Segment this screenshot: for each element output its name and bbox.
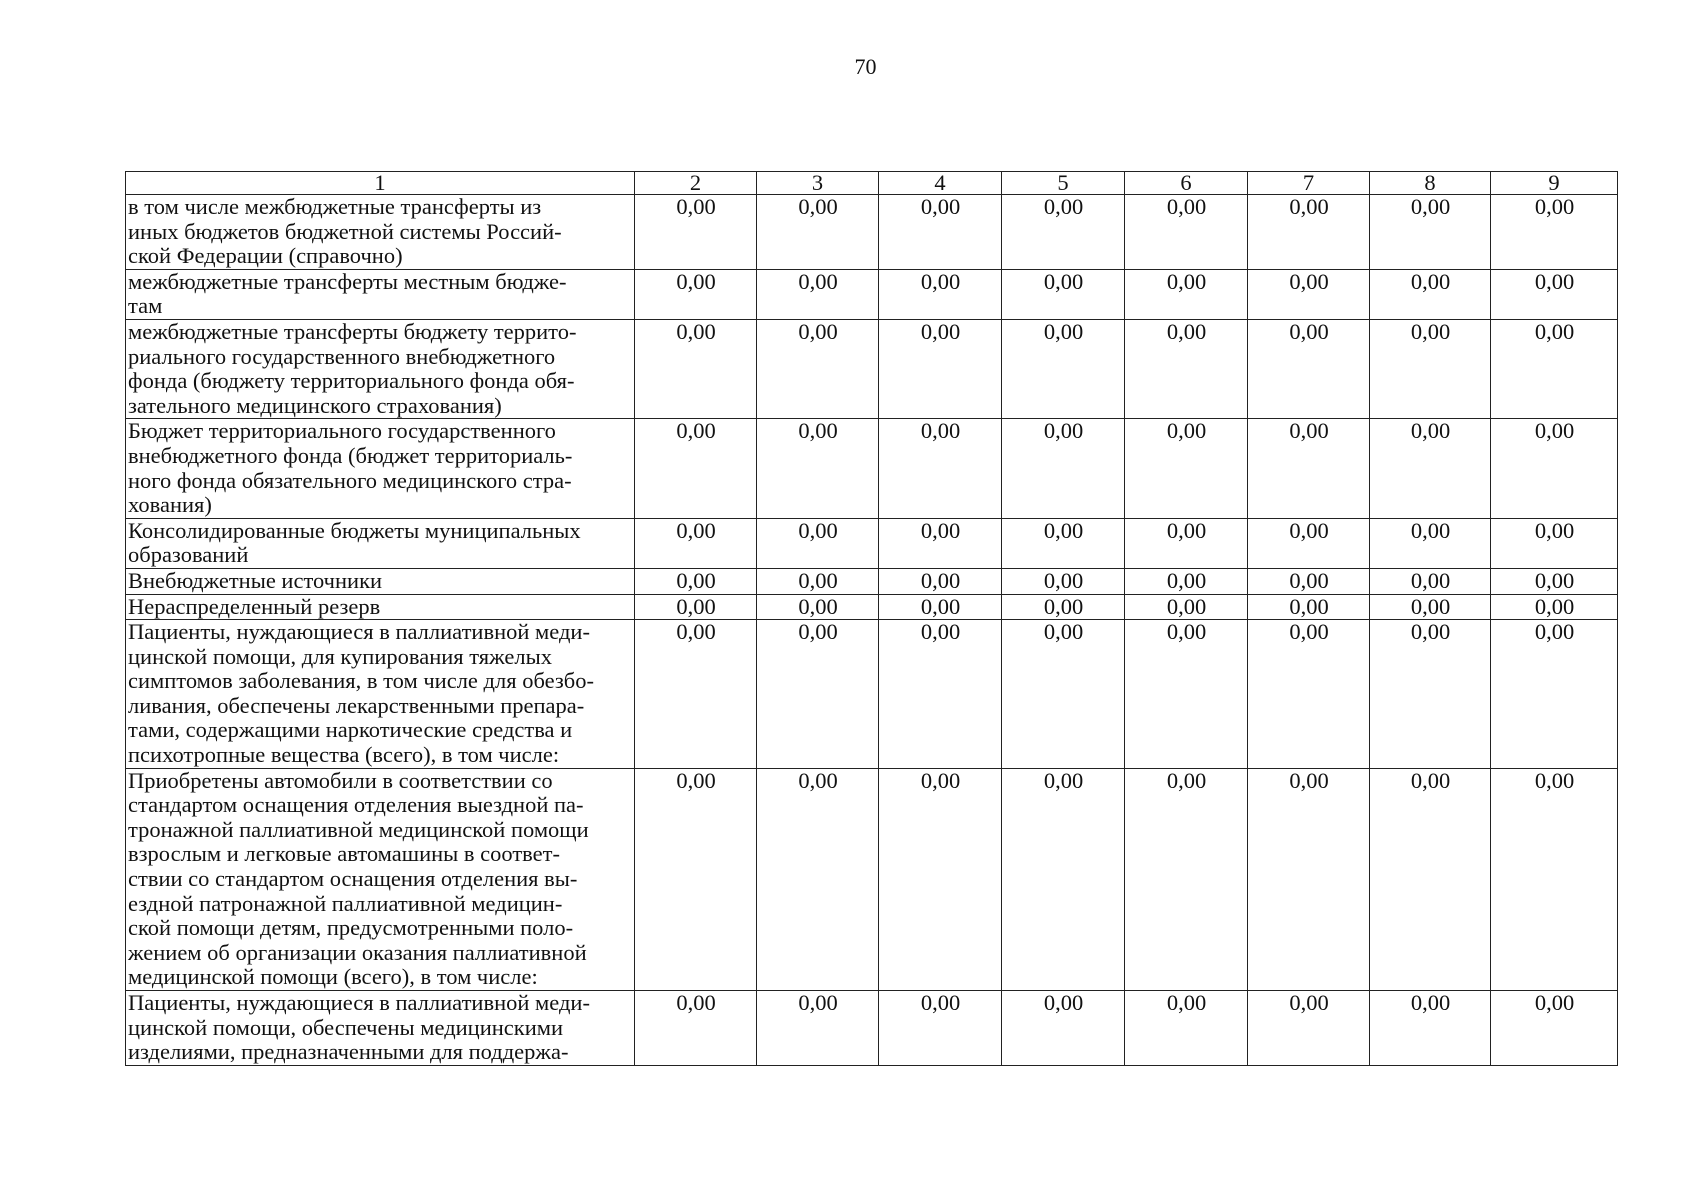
row-label-line: тронажной паллиативной медицинской помощи <box>128 816 589 842</box>
column-number-header: 8 <box>1370 172 1491 195</box>
row-label <box>126 568 635 594</box>
value-cell: 0,00 <box>1002 594 1125 620</box>
value-cell: 0,00 <box>1125 768 1248 990</box>
value-cell: 0,00 <box>1002 620 1125 769</box>
value-cell: 0,00 <box>1491 195 1618 270</box>
value-cell: 0,00 <box>1002 568 1125 594</box>
row-label-line: Внебюджетные источники <box>128 568 383 593</box>
value-cell: 0,00 <box>1125 319 1248 418</box>
value-cell: 0,00 <box>1002 768 1125 990</box>
value-cell: 0,00 <box>757 419 879 518</box>
value-cell: 0,00 <box>1248 620 1370 769</box>
row-label-line: ской помощи детям, предусмотренными поло- <box>128 915 574 941</box>
column-number-header: 3 <box>757 172 879 195</box>
value-cell: 0,00 <box>1125 269 1248 319</box>
row-label-line: жением об организации оказания паллиативной <box>128 939 587 965</box>
value-cell: 0,00 <box>1491 319 1618 418</box>
value-cell: 0,00 <box>1491 620 1618 769</box>
value-cell: 0,00 <box>1002 269 1125 319</box>
value-cell: 0,00 <box>635 768 757 990</box>
value-cell: 0,00 <box>1248 991 1370 1066</box>
value-cell: 0,00 <box>1248 768 1370 990</box>
value-cell: 0,00 <box>1002 319 1125 418</box>
column-number-header: 6 <box>1125 172 1248 195</box>
row-label <box>126 620 635 769</box>
value-cell: 0,00 <box>1125 518 1248 568</box>
column-number-header: 4 <box>879 172 1002 195</box>
value-cell: 0,00 <box>757 269 879 319</box>
row-label-line: ездной патронажной паллиативной медицин- <box>128 890 563 916</box>
row-label-line: Нераспределенный резерв <box>128 594 381 619</box>
value-cell: 0,00 <box>879 568 1002 594</box>
row-label-line: межбюджетные трансферты бюджету террито- <box>128 319 577 344</box>
row-label <box>126 518 635 568</box>
row-label-line: хования) <box>128 492 212 518</box>
table-row <box>126 768 1618 990</box>
value-cell: 0,00 <box>635 594 757 620</box>
header-row <box>126 172 1618 195</box>
value-cell: 0,00 <box>1491 269 1618 319</box>
row-label-line: ливания, обеспечены лекарственными препара- <box>128 692 585 718</box>
column-number-header: 1 <box>126 172 635 195</box>
value-cell: 0,00 <box>879 620 1002 769</box>
table-row <box>126 620 1618 769</box>
row-label <box>126 269 635 319</box>
value-cell: 0,00 <box>1125 991 1248 1066</box>
value-cell: 0,00 <box>1125 594 1248 620</box>
value-cell: 0,00 <box>757 620 879 769</box>
row-label-line: Пациенты, нуждающиеся в паллиативной меди- <box>128 619 590 645</box>
value-cell: 0,00 <box>757 518 879 568</box>
row-label-line: изделиями, предназначенными для поддержа- <box>128 1039 569 1065</box>
value-cell: 0,00 <box>879 518 1002 568</box>
value-cell: 0,00 <box>1248 594 1370 620</box>
value-cell: 0,00 <box>757 594 879 620</box>
column-number-header: 2 <box>635 172 757 195</box>
value-cell: 0,00 <box>1248 195 1370 270</box>
table-row <box>126 269 1618 319</box>
value-cell: 0,00 <box>635 419 757 518</box>
value-cell: 0,00 <box>635 319 757 418</box>
value-cell: 0,00 <box>1248 518 1370 568</box>
row-label-line: там <box>128 293 163 319</box>
column-number-header: 5 <box>1002 172 1125 195</box>
row-label-line: межбюджетные трансферты местным бюдже- <box>128 269 567 294</box>
value-cell: 0,00 <box>635 991 757 1066</box>
row-label-line: в том числе межбюджетные трансферты из <box>128 194 542 219</box>
value-cell: 0,00 <box>1125 568 1248 594</box>
value-cell: 0,00 <box>1248 269 1370 319</box>
row-label <box>126 991 635 1066</box>
row-label-line: образований <box>128 542 249 568</box>
value-cell: 0,00 <box>1370 419 1491 518</box>
row-label-line: психотропные вещества (всего), в том числе: <box>128 742 560 768</box>
value-cell: 0,00 <box>879 768 1002 990</box>
table-row <box>126 319 1618 418</box>
row-label <box>126 768 635 990</box>
row-label-line: внебюджетного фонда (бюджет территориаль- <box>128 442 573 468</box>
value-cell: 0,00 <box>1370 195 1491 270</box>
value-cell: 0,00 <box>1248 419 1370 518</box>
row-label-line: Пациенты, нуждающиеся в паллиативной меди- <box>128 990 590 1015</box>
value-cell: 0,00 <box>1248 568 1370 594</box>
row-label-line: взрослым и легковые автомашины в соответ- <box>128 841 560 867</box>
value-cell: 0,00 <box>879 195 1002 270</box>
value-cell: 0,00 <box>1491 518 1618 568</box>
row-label-line: зательного медицинского страхования) <box>128 392 502 418</box>
value-cell: 0,00 <box>1370 768 1491 990</box>
table-row <box>126 419 1618 518</box>
data-table <box>125 171 1618 1066</box>
value-cell: 0,00 <box>1125 419 1248 518</box>
value-cell: 0,00 <box>757 319 879 418</box>
row-label-line: риального государственного внебюджетного <box>128 343 556 369</box>
value-cell: 0,00 <box>1125 620 1248 769</box>
value-cell: 0,00 <box>1491 991 1618 1066</box>
row-label-line: ствии со стандартом оснащения отделения вы- <box>128 866 578 892</box>
row-label-line: симптомов заболевания, в том числе для обезбо- <box>128 668 594 694</box>
value-cell: 0,00 <box>1248 319 1370 418</box>
value-cell: 0,00 <box>1491 768 1618 990</box>
value-cell: 0,00 <box>879 991 1002 1066</box>
row-label-line: фонда (бюджету территориального фонда обя- <box>128 368 575 394</box>
value-cell: 0,00 <box>1491 568 1618 594</box>
row-label-line: ской Федерации (справочно) <box>128 243 403 269</box>
row-label-line: стандартом оснащения отделения выездной па- <box>128 792 584 818</box>
value-cell: 0,00 <box>1491 419 1618 518</box>
row-label-line: Приобретены автомобили в соответствии со <box>128 768 553 793</box>
row-label-line: Бюджет территориального государственного <box>128 418 556 444</box>
value-cell: 0,00 <box>1370 620 1491 769</box>
value-cell: 0,00 <box>757 768 879 990</box>
value-cell: 0,00 <box>1370 518 1491 568</box>
value-cell: 0,00 <box>879 269 1002 319</box>
value-cell: 0,00 <box>635 568 757 594</box>
value-cell: 0,00 <box>1370 568 1491 594</box>
value-cell: 0,00 <box>635 518 757 568</box>
value-cell: 0,00 <box>1002 195 1125 270</box>
column-number-header: 7 <box>1248 172 1370 195</box>
row-label-line: цинской помощи, для купирования тяжелых <box>128 643 552 669</box>
value-cell: 0,00 <box>1002 991 1125 1066</box>
value-cell: 0,00 <box>1125 195 1248 270</box>
table-body <box>126 172 1618 1066</box>
value-cell: 0,00 <box>1002 518 1125 568</box>
row-label-line: тами, содержащими наркотические средства и <box>128 717 573 743</box>
value-cell: 0,00 <box>1491 594 1618 620</box>
column-number-header: 9 <box>1491 172 1618 195</box>
value-cell: 0,00 <box>635 620 757 769</box>
row-label <box>126 319 635 418</box>
table-row <box>126 594 1618 620</box>
page-number: 70 <box>854 54 877 79</box>
value-cell: 0,00 <box>757 568 879 594</box>
row-label-line: ного фонда обязательного медицинского стра- <box>128 467 572 493</box>
value-cell: 0,00 <box>1370 319 1491 418</box>
value-cell: 0,00 <box>635 195 757 270</box>
table-row <box>126 518 1618 568</box>
table-row <box>126 991 1618 1066</box>
row-label <box>126 594 635 620</box>
row-label-line: цинской помощи, обеспечены медицинскими <box>128 1014 564 1040</box>
value-cell: 0,00 <box>757 991 879 1066</box>
table-row <box>126 195 1618 270</box>
value-cell: 0,00 <box>1002 419 1125 518</box>
row-label-line: медицинской помощи (всего), в том числе: <box>128 964 538 990</box>
table-row <box>126 568 1618 594</box>
value-cell: 0,00 <box>879 319 1002 418</box>
value-cell: 0,00 <box>879 419 1002 518</box>
value-cell: 0,00 <box>1370 991 1491 1066</box>
value-cell: 0,00 <box>757 195 879 270</box>
row-label <box>126 195 635 270</box>
row-label-line: иных бюджетов бюджетной системы Россий- <box>128 218 562 244</box>
row-label-line: Консолидированные бюджеты муниципальных <box>128 518 581 543</box>
value-cell: 0,00 <box>879 594 1002 620</box>
value-cell: 0,00 <box>1370 269 1491 319</box>
value-cell: 0,00 <box>635 269 757 319</box>
row-label <box>126 419 635 518</box>
value-cell: 0,00 <box>1370 594 1491 620</box>
